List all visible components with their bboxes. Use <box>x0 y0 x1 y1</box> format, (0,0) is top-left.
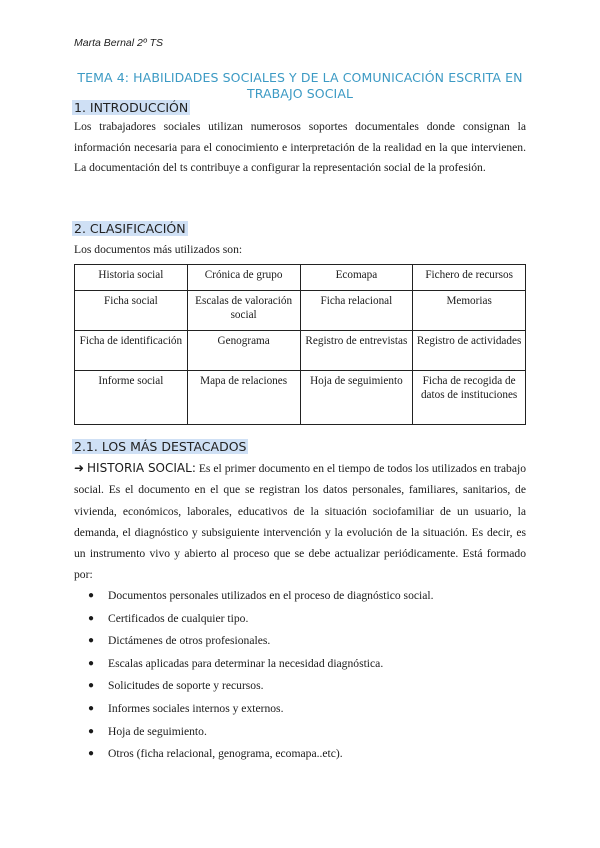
table-row <box>75 265 526 291</box>
bullet-icon: ● <box>88 657 95 669</box>
list-item <box>74 744 526 767</box>
table-cell: Escalas de valoración social <box>187 291 300 331</box>
list-item-text: Solicitudes de soporte y recursos. <box>108 679 264 693</box>
heading-highlight: 1. INTRODUCCIÓN <box>74 100 189 115</box>
table-cell: Registro de entrevistas <box>300 331 413 371</box>
bullet-icon: ● <box>88 635 95 647</box>
document-title: TEMA 4: HABILIDADES SOCIALES Y DE LA COMUNICACIÓN ESCRITA EN TRABAJO SOCIAL <box>77 70 523 101</box>
table-cell: Mapa de relaciones <box>187 371 300 425</box>
table-row <box>75 291 526 331</box>
list-item-text: Hoja de seguimiento. <box>108 724 207 738</box>
table-cell: Registro de actividades <box>413 331 526 371</box>
list-item-text: Documentos personales utilizados en el proceso de diagnóstico social. <box>108 589 434 602</box>
documents-table <box>74 264 526 425</box>
table-cell: Ficha relacional <box>300 291 413 331</box>
bullet-icon: ● <box>88 612 95 624</box>
arrow-right-icon: ➜ <box>74 461 85 475</box>
list-item <box>74 676 526 699</box>
table-cell: Memorias <box>413 291 526 331</box>
table-cell: Fichero de recursos <box>413 265 526 291</box>
list-item-text: Dictámenes de otros profesionales. <box>108 634 271 648</box>
intro-paragraph: Los trabajadores sociales utilizan numerosos soportes documentales donde consignan la información necesaria para el conocimiento e interpretación de la realidad en la que intervienen. La documentación del ts contribuye a configurar la representación social de la profesión. <box>74 120 526 174</box>
list-item-text: Otros (ficha relacional, genograma, ecomapa..etc). <box>108 747 343 761</box>
table-cell: Crónica de grupo <box>187 265 300 291</box>
section-heading-destacados <box>72 439 248 455</box>
table-cell: Historia social <box>75 265 188 291</box>
table-cell: Genograma <box>187 331 300 371</box>
bullet-icon: ● <box>88 725 95 737</box>
list-item <box>74 722 526 745</box>
section-heading-intro <box>72 100 190 116</box>
table-cell: Ecomapa <box>300 265 413 291</box>
list-item <box>74 609 526 632</box>
historia-social-text: Es el primer documento en el tiempo de todos los utilizados en trabajo social. Es el documento en el que se registran los datos personales, familiares, sanitarios, de vivienda, económicos, laborales, educativos de la situación sociofamiliar de un usuario, la demanda, el diagnóstico y subsiguiente intervención y la evolución de la situación. Es decir, es un instrumento vivo y abierto al proceso que se debe actualizar periódicamente. Está formado por: <box>74 462 527 582</box>
historia-social-label: HISTORIA SOCIAL: <box>87 461 196 475</box>
list-item-text: Informes sociales internos y externos. <box>108 701 284 715</box>
table-cell: Ficha de identificación <box>75 331 188 371</box>
list-item <box>74 586 526 609</box>
table-cell: Informe social <box>75 371 188 425</box>
table-row <box>75 331 526 371</box>
bullet-icon: ● <box>88 590 95 601</box>
table-cell: Ficha de recogida de datos de instituciones <box>413 371 526 425</box>
historia-social-paragraph <box>74 458 526 586</box>
list-item-text: Escalas aplicadas para determinar la necesidad diagnóstica. <box>108 656 384 670</box>
bullet-icon: ● <box>88 748 95 760</box>
section-heading-clasificacion <box>72 221 188 237</box>
table-row <box>75 371 526 425</box>
bullet-icon: ● <box>88 702 95 714</box>
table-cell: Hoja de seguimiento <box>300 371 413 425</box>
table-lead-text: Los documentos más utilizados son: <box>74 243 243 256</box>
list-item <box>74 699 526 722</box>
table-cell: Ficha social <box>75 291 188 331</box>
heading-highlight: 2.1. LOS MÁS DESTACADOS <box>74 439 247 454</box>
author-name: Marta Bernal 2º TS <box>74 37 164 49</box>
historia-social-components-list <box>74 586 526 767</box>
bullet-icon: ● <box>88 680 95 692</box>
heading-highlight: 2. CLASIFICACIÓN <box>74 221 186 236</box>
list-item <box>74 631 526 654</box>
list-item <box>74 654 526 677</box>
list-item-text: Certificados de cualquier tipo. <box>108 611 249 625</box>
